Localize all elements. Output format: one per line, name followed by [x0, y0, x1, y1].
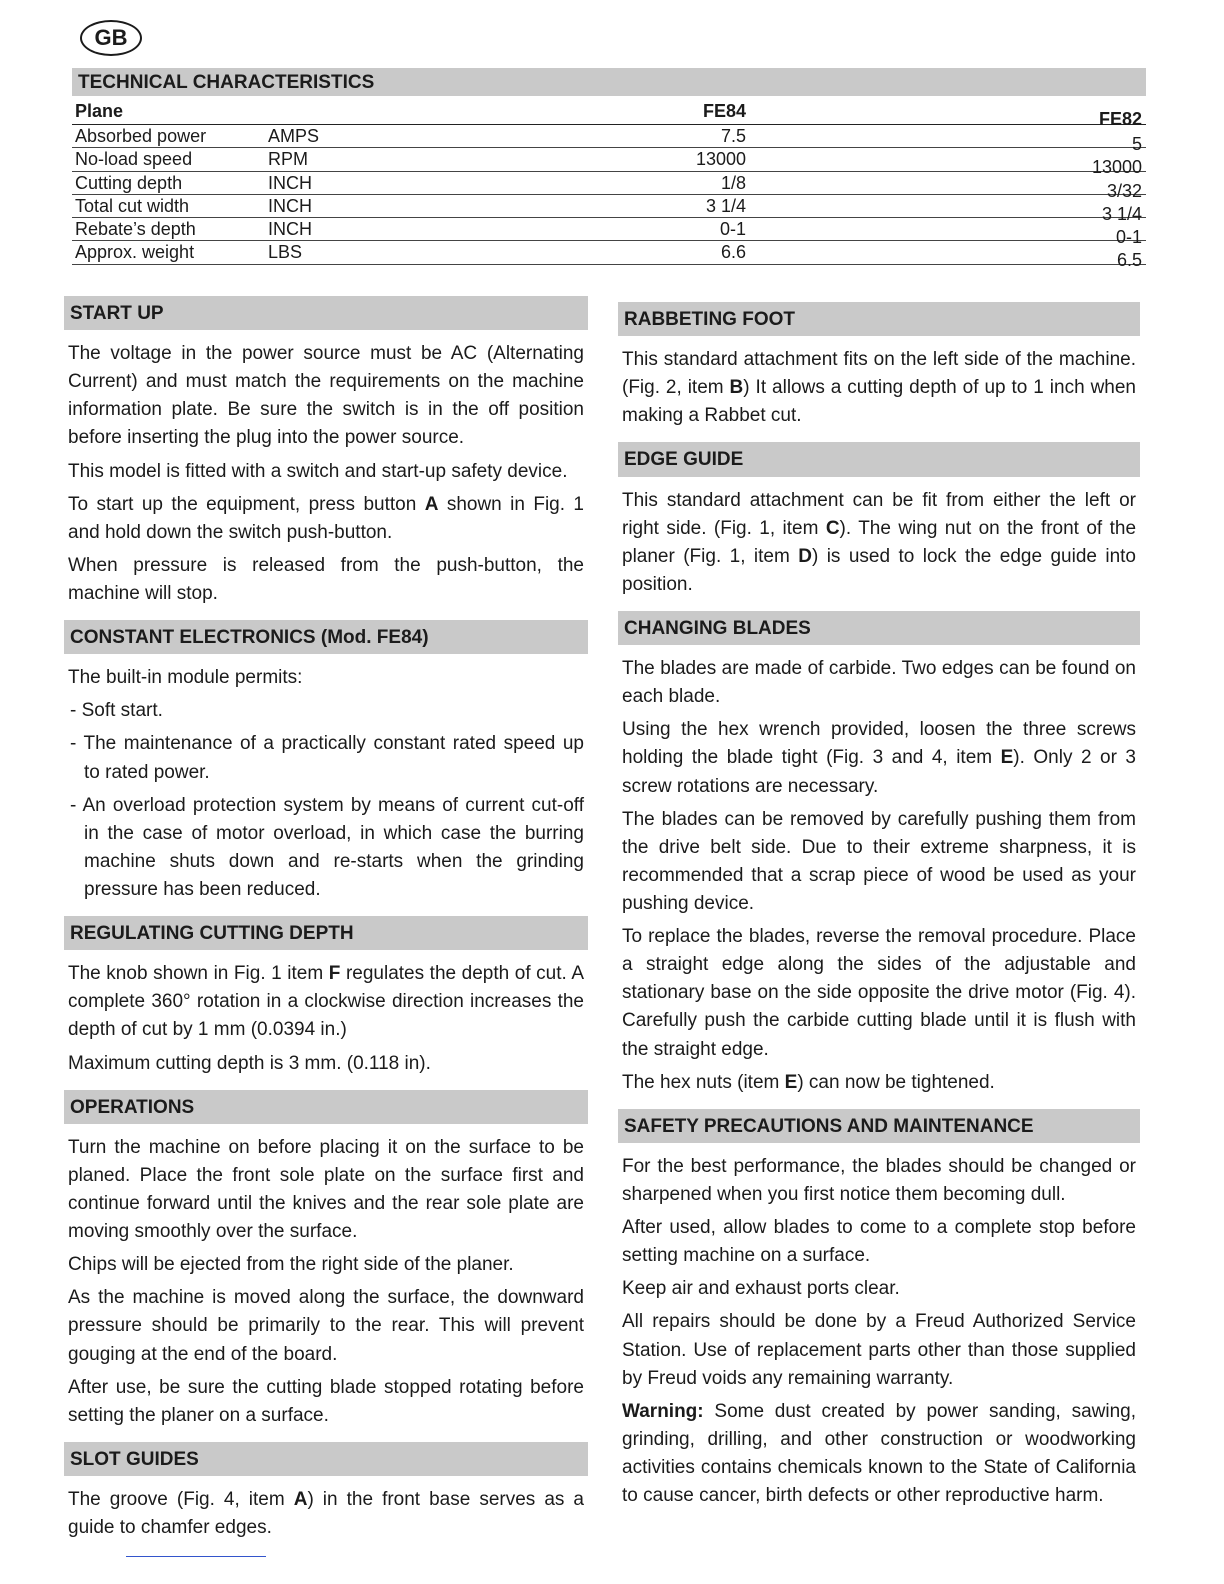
section-header: SAFETY PRECAUTIONS AND MAINTENANCE — [618, 1109, 1140, 1143]
ref-letter: E — [1000, 747, 1014, 769]
section-edge-guide — [618, 442, 1140, 599]
text: Some dust created by power sanding, sawing, grinding, drilling, and other construction or woodworking activities contains chemicals known to the State of California to cause cancer, birth defects or other reproductive harm. — [622, 1400, 1136, 1507]
paragraph — [618, 1069, 1140, 1097]
text: This standard attachment fits on the left side of the machine. (Fig. 2, item — [622, 349, 1136, 399]
section-header: START UP — [64, 296, 588, 330]
row-label: Total cut width — [75, 195, 190, 216]
paragraph: This model is fitted with a switch and start-up safety device. — [68, 460, 568, 482]
text: ) in the front base serves as a guide to chamfer edges. — [68, 1488, 584, 1539]
text: ) is used to lock the edge guide into position. — [622, 545, 1136, 595]
col-fe84: FE84 — [702, 101, 746, 121]
section-start-up — [64, 296, 588, 608]
text: ). The wing nut on the front of the planer (Fig. 1, item — [622, 517, 1137, 567]
table-row — [72, 241, 1146, 271]
section-header: CHANGING BLADES — [618, 611, 1140, 645]
section-header: RABBETING FOOT — [618, 302, 1140, 336]
paragraph: To replace the blades, reverse the removal procedure. Place a straight edge along the sides of the adjustable and stationary base on the side opposite the drive motor (Fig. 4). Carefully push the carbide cutting blade until it is flush with the straight edge. — [622, 926, 1136, 1060]
paragraph: The blades can be removed by carefully pushing them from the drive belt side. Due to their extreme sharpness, it is recommended that a scrap piece of wood be used as your pushing device. — [622, 808, 1136, 914]
row-fe82: 3/32 — [1106, 180, 1142, 201]
paragraph: The built-in module permits: — [68, 667, 303, 689]
row-fe82: 3 1/4 — [1101, 203, 1142, 224]
text: regulates the depth of cut. A complete 360° rotation in a clockwise direction increases the depth of cut by 1 mm (0.0394 in.) — [68, 963, 584, 1041]
paragraph — [618, 716, 1140, 800]
row-label: Cutting depth — [75, 172, 183, 193]
footer-divider — [126, 1556, 266, 1557]
text: Using the hex wrench provided, loosen the three screws holding the blade tight (Fig. 3 and 4, item — [622, 719, 1136, 769]
row-label: No-load speed — [75, 149, 193, 170]
row-fe82: 5 — [1131, 134, 1142, 154]
right-column — [618, 302, 1140, 1522]
section-header: SLOT GUIDES — [64, 1442, 588, 1476]
section-header-technical: TECHNICAL CHARACTERISTICS — [72, 68, 1146, 96]
ref-letter: C — [825, 517, 840, 539]
ref-letter: B — [729, 377, 744, 399]
row-fe82: 0-1 — [1115, 227, 1142, 248]
paragraph: The voltage in the power source must be AC (Alternating Current) and must match the requirements on the machine information plate. Be sure the switch is in the off position before inserting the plug into the power source. — [68, 343, 584, 449]
table-row — [72, 125, 1146, 154]
table-header-row — [72, 100, 1146, 129]
row-label: Approx. weight — [75, 242, 195, 263]
paragraph: Maximum cutting depth is 3 mm. (0.118 in). — [68, 1052, 431, 1074]
col-plane: Plane — [75, 101, 124, 121]
paragraph: All repairs should be done by a Freud Authorized Service Station. Use of replacement parts other than those supplied by Freud voids any remaining warranty. — [622, 1311, 1136, 1389]
table-row — [72, 148, 1146, 178]
paragraph: For the best performance, the blades should be changed or sharpened when you first notice them becoming dull. — [622, 1155, 1136, 1205]
section-operations — [64, 1090, 588, 1430]
paragraph: After used, allow blades to come to a complete stop before setting machine on a surface. — [622, 1217, 1136, 1267]
row-fe82: 13000 — [1091, 157, 1142, 178]
list-item: - Soft start. — [70, 700, 163, 722]
left-column — [64, 296, 588, 1554]
paragraph: After use, be sure the cutting blade stopped rotating before setting the planer on a surface. — [68, 1376, 584, 1426]
row-fe84: 7.5 — [720, 126, 746, 146]
section-safety — [618, 1109, 1140, 1510]
ref-letter: A — [293, 1488, 308, 1510]
paragraph — [618, 487, 1140, 599]
row-fe84: 13000 — [695, 149, 746, 170]
section-rabbeting-foot — [618, 302, 1140, 430]
paragraph: Chips will be ejected from the right side of the planer. — [68, 1254, 514, 1276]
table-row — [72, 172, 1146, 201]
table-row — [72, 195, 1146, 224]
section-header: CONSTANT ELECTRONICS (Mod. FE84) — [64, 620, 588, 654]
text: ). Only 2 or 3 screw rotations are necessary. — [622, 747, 1136, 797]
section-constant-electronics — [64, 620, 588, 904]
section-header: REGULATING CUTTING DEPTH — [64, 916, 588, 950]
paragraph: Keep air and exhaust ports clear. — [622, 1278, 900, 1300]
row-unit: RPM — [268, 149, 308, 170]
paragraph: The blades are made of carbide. Two edges can be found on each blade. — [622, 658, 1136, 708]
paragraph: As the machine is moved along the surface, the downward pressure should be primarily to the rear. This will prevent gouging at the end of the board. — [68, 1287, 584, 1365]
paragraph — [64, 960, 588, 1044]
text: The knob shown in Fig. 1 item — [68, 963, 329, 985]
section-header: EDGE GUIDE — [618, 442, 1140, 476]
technical-table — [72, 100, 1146, 271]
ref-letter: F — [328, 963, 341, 985]
paragraph — [64, 1486, 588, 1542]
col-fe82: FE82 — [1098, 109, 1142, 129]
text: This standard attachment can be fit from either the left or right side. (Fig. 1, item — [622, 489, 1136, 539]
row-fe84: 3 1/4 — [705, 195, 746, 216]
paragraph — [64, 491, 588, 547]
table-row — [72, 218, 1146, 248]
section-regulating-depth — [64, 916, 588, 1078]
row-unit: LBS — [268, 242, 303, 263]
list-item: - An overload protection system by means of current cut-off in the case of motor overload, in which case the burring machine shuts down and re-starts when the grinding pressure has been reduced. — [70, 794, 584, 900]
section-header: OPERATIONS — [64, 1090, 588, 1124]
section-slot-guides — [64, 1442, 588, 1542]
row-label: Absorbed power — [75, 126, 207, 146]
row-fe84: 0-1 — [719, 219, 746, 240]
row-fe84: 1/8 — [720, 172, 746, 193]
text: To start up the equipment, press button — [68, 493, 425, 515]
text: ) It allows a cutting depth of up to 1 inch when making a Rabbet cut. — [622, 377, 1136, 427]
list-item: - The maintenance of a practically constant rated speed up to rated power. — [70, 733, 584, 783]
row-fe84: 6.6 — [720, 242, 746, 263]
row-unit: AMPS — [268, 126, 320, 146]
text: The groove (Fig. 4, item — [68, 1488, 294, 1510]
text: shown in Fig. 1 and hold down the switch push-button. — [68, 493, 584, 543]
paragraph: When pressure is released from the push-button, the machine will stop. — [68, 554, 584, 604]
warning-label: Warning: — [622, 1400, 704, 1422]
row-unit: INCH — [268, 172, 312, 193]
text: The hex nuts (item — [622, 1071, 785, 1093]
text: ) can now be tightened. — [797, 1071, 995, 1093]
row-label: Rebate’s depth — [75, 219, 196, 240]
language-badge: GB — [80, 20, 142, 56]
ref-letter: E — [784, 1071, 798, 1093]
row-unit: INCH — [268, 195, 312, 216]
section-changing-blades — [618, 611, 1140, 1097]
ref-letter: D — [798, 545, 812, 567]
row-unit: INCH — [268, 219, 312, 240]
ref-letter: A — [424, 493, 439, 515]
paragraph — [618, 1398, 1140, 1510]
row-fe82: 6.5 — [1116, 250, 1142, 271]
paragraph — [618, 346, 1140, 430]
paragraph: Turn the machine on before placing it on the surface to be planed. Place the front sole plate on the surface first and continue forward until the knives and the rear sole plate are moving smoothly over the surface. — [68, 1136, 584, 1243]
